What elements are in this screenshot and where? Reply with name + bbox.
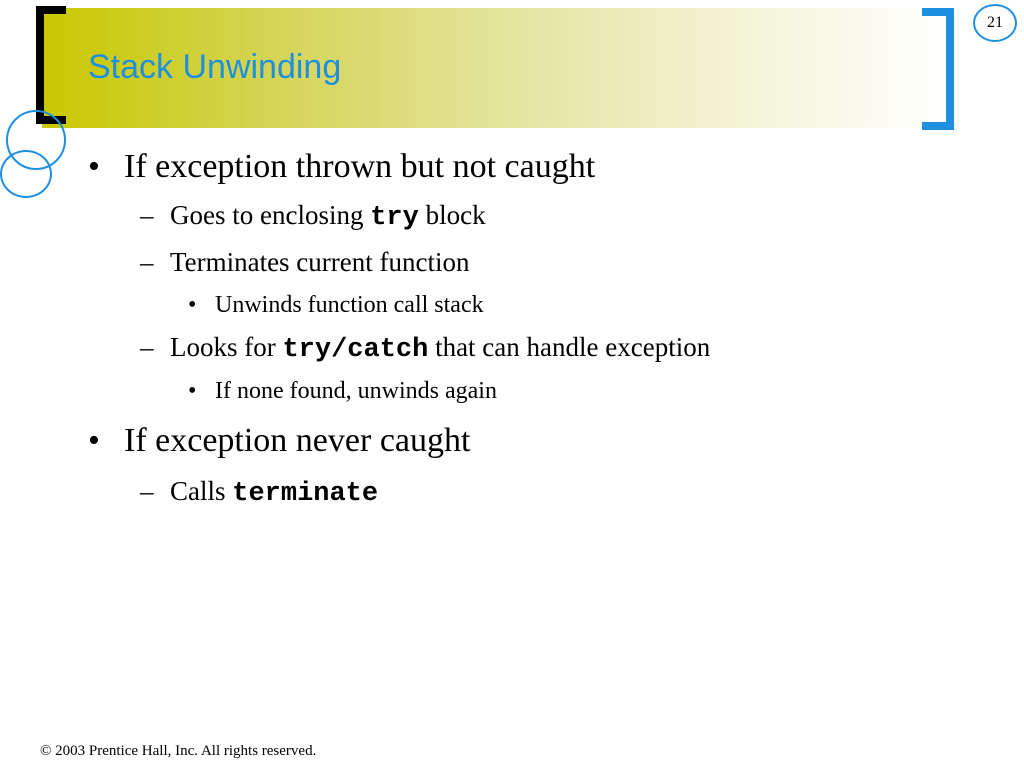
dash-marker: – bbox=[140, 247, 154, 277]
text-segment: Calls bbox=[170, 476, 233, 506]
dash-marker: – bbox=[140, 332, 154, 362]
sub-sub-bullet-item: If none found, unwinds again bbox=[215, 378, 497, 404]
page-number: 21 bbox=[987, 14, 1003, 31]
bullet-marker: • bbox=[88, 422, 100, 459]
sub-bullet-item bbox=[170, 332, 710, 365]
dash-marker: – bbox=[140, 200, 154, 230]
code-keyword: try bbox=[370, 203, 419, 233]
dash-marker: – bbox=[140, 476, 154, 506]
text-segment: Looks for bbox=[170, 332, 283, 362]
text-segment: block bbox=[418, 200, 486, 230]
text-segment: that can handle exception bbox=[428, 332, 711, 362]
sub-bullet-item: Terminates current function bbox=[170, 247, 470, 277]
bullet-marker: • bbox=[188, 292, 197, 318]
text-segment: Goes to enclosing bbox=[170, 200, 371, 230]
bullet-item: If exception never caught bbox=[124, 422, 471, 459]
copyright-footer: © 2003 Prentice Hall, Inc. All rights reserved. bbox=[40, 743, 317, 759]
code-keyword: terminate bbox=[232, 479, 379, 509]
sub-bullet-item bbox=[170, 200, 486, 233]
sub-bullet-item bbox=[170, 476, 378, 509]
slide-title: Stack Unwinding bbox=[88, 48, 342, 86]
bullet-item: If exception thrown but not caught bbox=[124, 148, 596, 185]
code-keyword: try/catch bbox=[282, 335, 429, 365]
sub-sub-bullet-item: Unwinds function call stack bbox=[215, 292, 484, 318]
bullet-marker: • bbox=[88, 148, 100, 185]
bullet-marker: • bbox=[188, 378, 197, 404]
